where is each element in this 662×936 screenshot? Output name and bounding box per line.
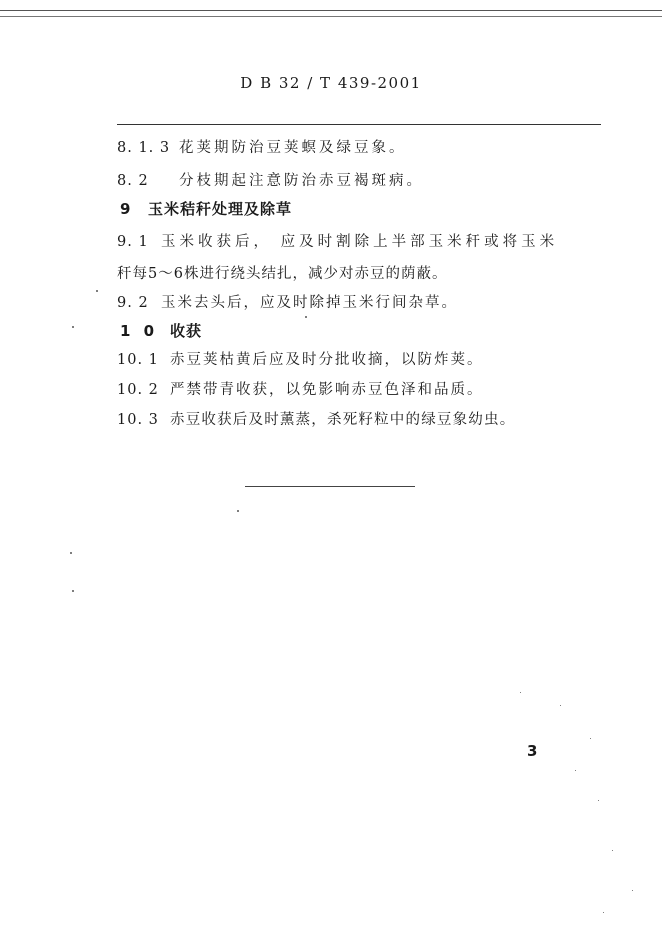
scan-speck bbox=[72, 590, 74, 592]
scan-speck bbox=[96, 290, 98, 292]
clause-number: 10. 2 bbox=[117, 382, 159, 398]
scan-speck bbox=[560, 705, 561, 706]
scan-speck bbox=[237, 510, 239, 512]
scan-speck bbox=[632, 890, 633, 891]
scan-speck bbox=[612, 850, 613, 851]
clause-9-2 bbox=[117, 291, 458, 312]
clause-8-1-3 bbox=[117, 136, 407, 157]
clause-9-1 bbox=[117, 230, 558, 251]
clause-10-1 bbox=[117, 348, 484, 369]
clause-text: 赤豆收获后及时薰蒸，杀死籽粒中的绿豆象幼虫。 bbox=[170, 412, 516, 428]
section-heading-9 bbox=[120, 198, 292, 219]
clause-number: 8. 2 bbox=[117, 173, 149, 189]
scan-speck bbox=[70, 552, 72, 554]
section-title: 收获 bbox=[170, 322, 203, 340]
clause-10-3 bbox=[117, 408, 515, 429]
top-border-line-secondary bbox=[0, 16, 662, 17]
scan-speck bbox=[72, 326, 74, 328]
clause-number: 9. 1 bbox=[117, 234, 149, 250]
scan-speck bbox=[305, 316, 307, 318]
clause-number: 10. 3 bbox=[117, 412, 159, 428]
clause-9-1-continuation bbox=[117, 262, 447, 283]
section-number: 9 bbox=[120, 200, 132, 218]
clause-text: 玉米去头后，应及时除掉玉米行间杂草。 bbox=[161, 295, 458, 311]
section-title: 玉米秸秆处理及除草 bbox=[148, 200, 293, 218]
scan-speck bbox=[598, 800, 599, 801]
scan-speck bbox=[590, 738, 591, 739]
clause-text: 玉米收获后， 应及时割除上半部玉米秆或将玉米 bbox=[161, 234, 559, 250]
clause-text: 秆每5～6株进行绕头结扎，减少对赤豆的荫蔽。 bbox=[117, 266, 448, 282]
standard-code-header: D B 32 / T 439-2001 bbox=[240, 74, 422, 92]
clause-number: 10. 1 bbox=[117, 352, 159, 368]
header-divider bbox=[117, 124, 601, 125]
clause-text: 赤豆荚枯黄后应及时分批收摘，以防炸荚。 bbox=[170, 352, 484, 368]
scan-speck bbox=[575, 770, 576, 771]
end-of-text-rule bbox=[245, 486, 415, 487]
clause-10-2 bbox=[117, 378, 484, 399]
clause-8-2 bbox=[117, 169, 424, 190]
page-number: 3 bbox=[527, 742, 538, 760]
scan-speck bbox=[603, 912, 604, 913]
scan-speck bbox=[520, 692, 521, 693]
section-number: 1 0 bbox=[120, 322, 159, 340]
clause-number: 8. 1. 3 bbox=[117, 140, 171, 156]
clause-text: 分枝期起注意防治赤豆褐斑病。 bbox=[179, 173, 424, 189]
clause-text: 花荚期防治豆荚螟及绿豆象。 bbox=[179, 140, 407, 156]
top-border-line bbox=[0, 10, 662, 11]
section-heading-10 bbox=[120, 320, 202, 341]
clause-text: 严禁带青收获，以免影响赤豆色泽和品质。 bbox=[170, 382, 484, 398]
clause-number: 9. 2 bbox=[117, 295, 149, 311]
